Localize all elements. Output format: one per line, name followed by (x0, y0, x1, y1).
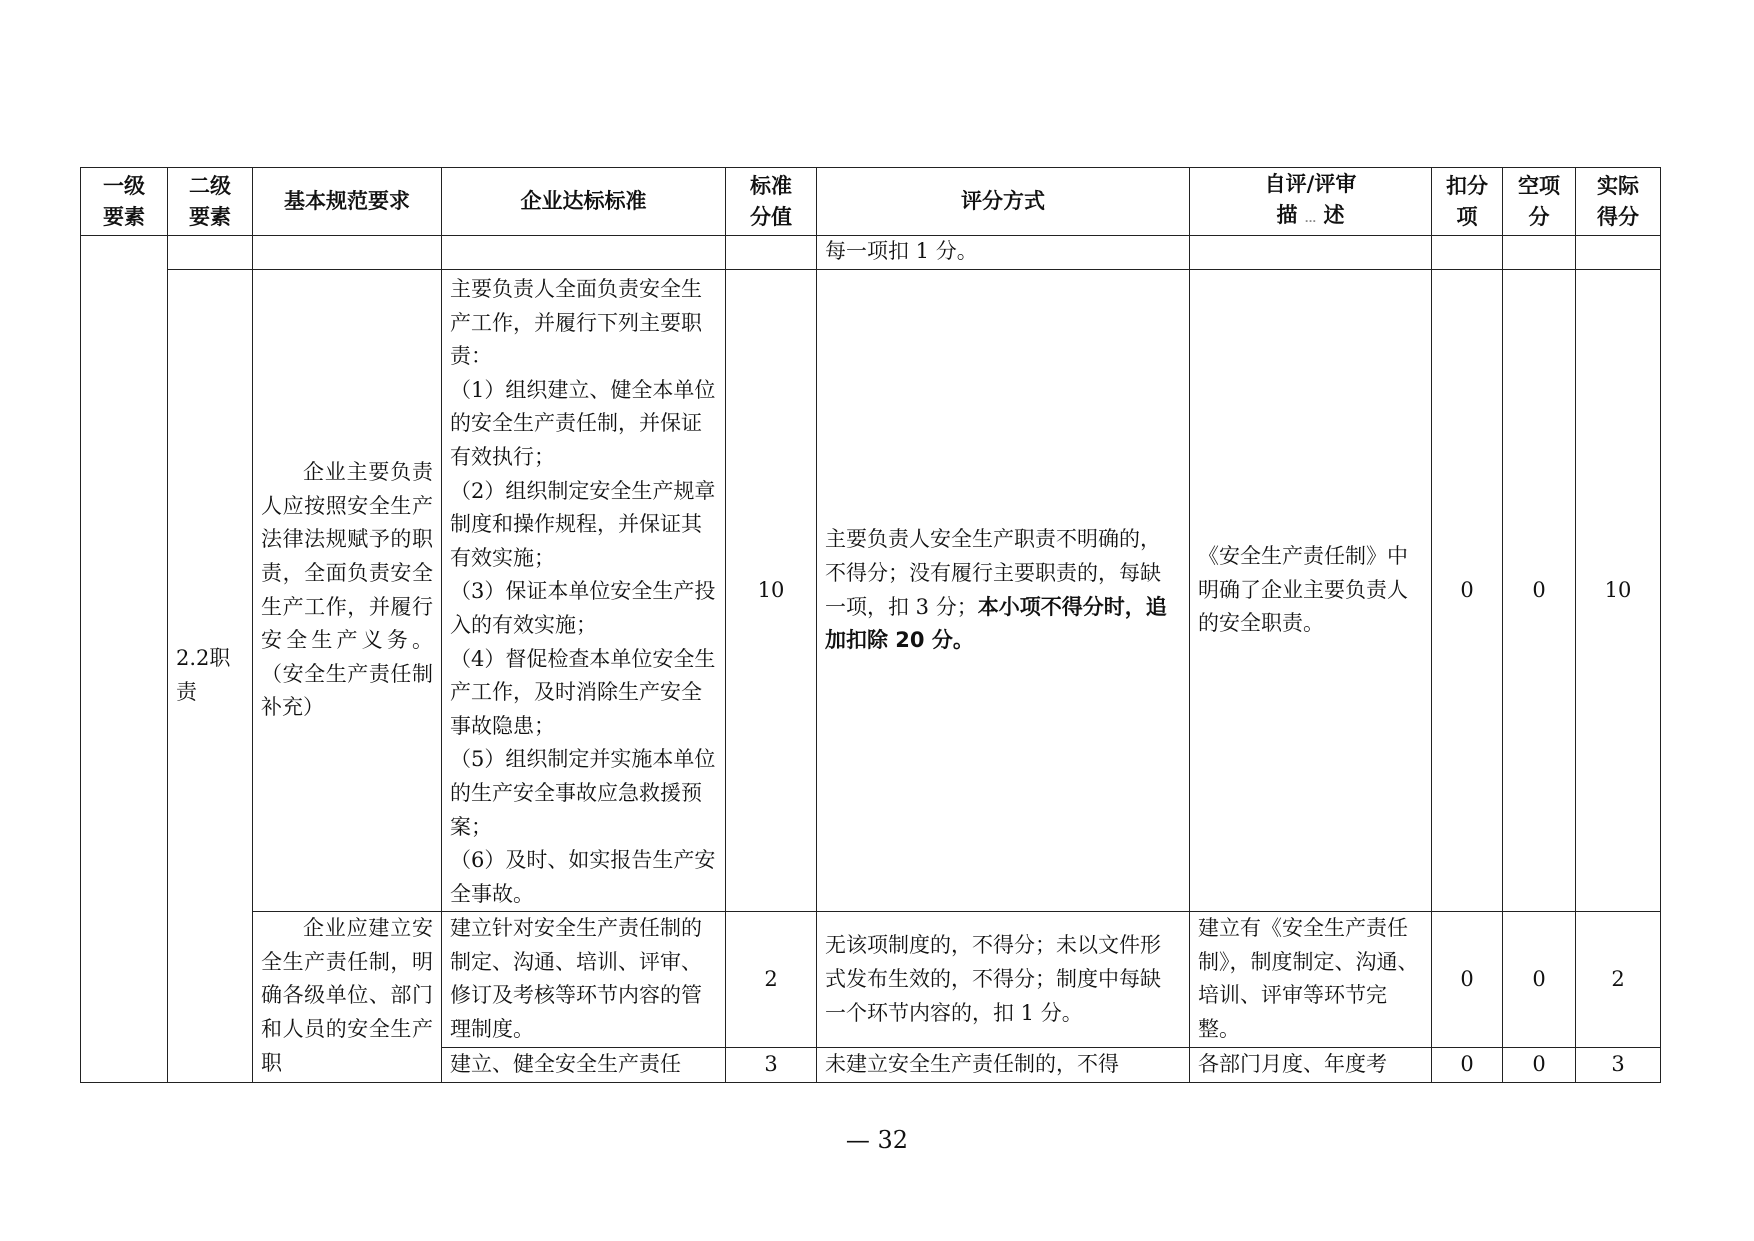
header-scoring-method: 评分方式 (817, 168, 1190, 236)
header-row (81, 168, 1661, 236)
evaluation-table (80, 167, 1661, 1083)
header-level2: 二级 要素 (168, 168, 253, 236)
score-cell: 10 (726, 270, 817, 912)
table-row (81, 912, 1661, 1048)
empty-cell: 0 (1503, 1048, 1576, 1083)
self-review-cell: 各部门月度、年度考 (1190, 1048, 1432, 1083)
actual-cell (1576, 236, 1661, 270)
header-standard-score: 标准 分值 (726, 168, 817, 236)
deduction-cell: 0 (1432, 912, 1503, 1048)
page-number: — 32 (845, 1126, 909, 1154)
standard-line: （4）督促检查本单位安全生产工作，及时消除生产安全事故隐患； (450, 646, 716, 738)
header-actual-score: 实际 得分 (1576, 168, 1661, 236)
deduction-cell (1432, 236, 1503, 270)
standard-cell: 建立针对安全生产责任制的制定、沟通、培训、评审、修订及考核等环节内容的管理制度。 (442, 912, 726, 1048)
actual-cell: 10 (1576, 270, 1661, 912)
score-cell: 2 (726, 912, 817, 1048)
self-review-cell: 建立有《安全生产责任制》，制度制定、沟通、培训、评审等环节完整。 (1190, 912, 1432, 1048)
table-row (81, 236, 1661, 270)
empty-cell (1503, 236, 1576, 270)
actual-cell: 2 (1576, 912, 1661, 1048)
standard-line: （1）组织建立、健全本单位的安全生产责任制，并保证有效执行； (450, 377, 716, 469)
header-empty-score: 空项 分 (1503, 168, 1576, 236)
empty-cell: 0 (1503, 270, 1576, 912)
level1-cell (81, 236, 168, 1083)
score-cell (726, 236, 817, 270)
header-self-review: 自评/评审 描 ... 述 (1190, 168, 1432, 236)
table-row (81, 270, 1661, 912)
header-level1: 一级 要素 (81, 168, 168, 236)
deduction-cell: 0 (1432, 270, 1503, 912)
scoring-method-cell (817, 270, 1190, 912)
standard-line: 主要负责人全面负责安全生产工作，并履行下列主要职责： (450, 277, 702, 369)
requirement-cell: 企业主要负责人应按照安全生产法律法规赋予的职责，全面负责安全生产工作，并履行安全生产义务。（安全生产责任制补充） (253, 270, 442, 912)
scoring-method-cell: 无该项制度的，不得分；未以文件形式发布生效的，不得分；制度中每缺一个环节内容的，扣 1 分。 (817, 912, 1190, 1048)
standard-line: （2）组织制定安全生产规章制度和操作规程，并保证其有效实施； (450, 478, 716, 570)
scoring-method-cell: 未建立安全生产责任制的，不得 (817, 1048, 1190, 1083)
standard-line: （3）保证本单位安全生产投入的有效实施； (450, 579, 716, 637)
self-review-cell (1190, 236, 1432, 270)
standard-cell (442, 270, 726, 912)
standard-line: （6）及时、如实报告生产安全事故。 (450, 848, 716, 906)
requirement-cell (253, 236, 442, 270)
self-review-cell: 《安全生产责任制》中明确了企业主要负责人的安全职责。 (1190, 270, 1432, 912)
header-basic-requirement: 基本规范要求 (253, 168, 442, 236)
standard-line: （5）组织制定并实施本单位的生产安全事故应急救援预案； (450, 747, 716, 839)
level2-cell (168, 236, 253, 270)
standard-cell: 建立、健全安全生产责任 (442, 1048, 726, 1083)
scoring-method-text: 主要负责人安全生产职责不明确的，不得分；没有履行主要职责的，每缺一项，扣 3 分； (825, 527, 1161, 619)
scoring-method-bold-text: 本小项不得分时，追加扣除 20 分。 (825, 594, 1167, 653)
header-standard: 企业达标标准 (442, 168, 726, 236)
standard-cell (442, 236, 726, 270)
level2-cell: 2.2职责 (168, 270, 253, 1083)
requirement-cell: 企业应建立安全生产责任制，明确各级单位、部门和人员的安全生产职 (253, 912, 442, 1083)
empty-cell: 0 (1503, 912, 1576, 1048)
score-cell: 3 (726, 1048, 817, 1083)
scoring-method-cell: 每一项扣 1 分。 (817, 236, 1190, 270)
header-deduction: 扣分 项 (1432, 168, 1503, 236)
deduction-cell: 0 (1432, 1048, 1503, 1083)
actual-cell: 3 (1576, 1048, 1661, 1083)
